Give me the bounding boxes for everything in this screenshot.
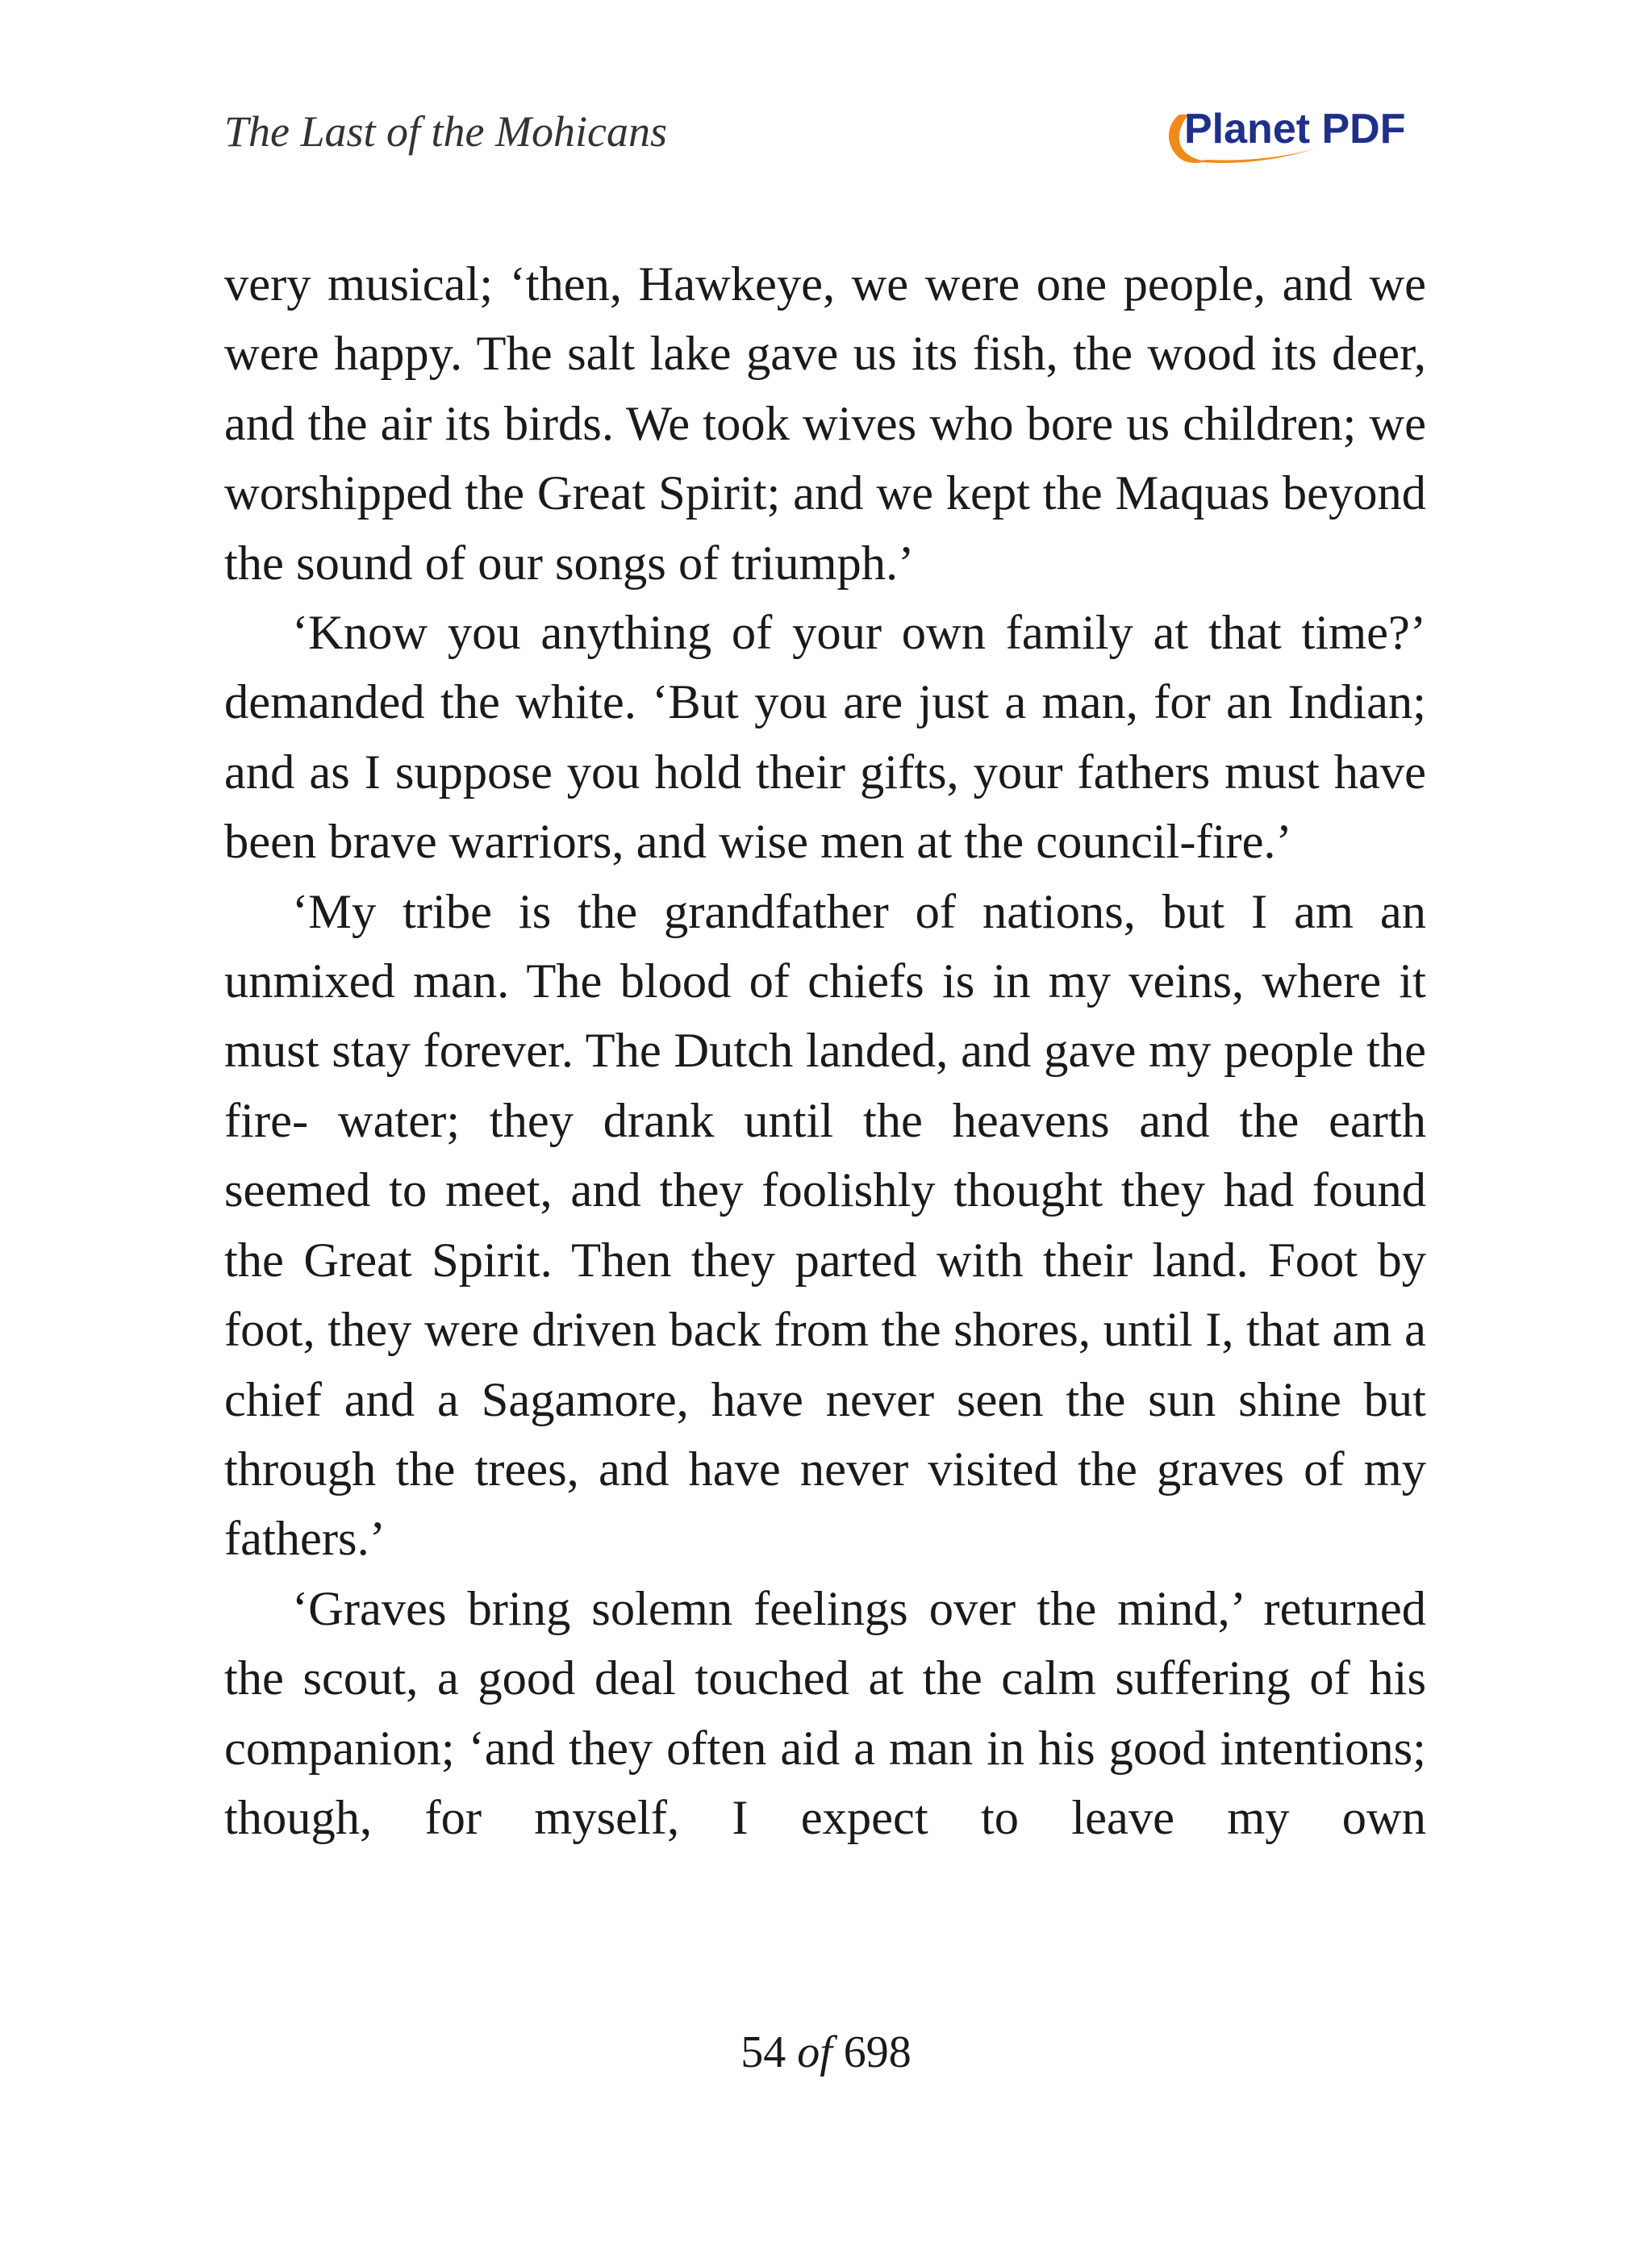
page-of-label: of	[797, 2027, 832, 2077]
page-footer	[0, 2027, 1652, 2078]
logo-text: Planet PDF	[1184, 106, 1406, 152]
paragraph-2: ‘Know you anything of your own family at that time?’ demanded the white. ‘But you are just a man, for an Indian; and as I suppose you hold their gifts, your fathers must have been brave warriors, and wise men at the council-fire.’	[224, 606, 1426, 870]
current-page-number: 54	[740, 2027, 786, 2077]
paragraph-4: ‘Graves bring solemn feelings over the mind,’ returned the scout, a good deal touched at the calm suffering of his companion; ‘and they often aid a man in his good intentions; though, for myself, I expect to leave my own	[224, 1581, 1426, 1845]
page-header	[224, 103, 1426, 168]
total-page-count: 698	[843, 2027, 912, 2077]
book-title: The Last of the Mohicans	[224, 107, 667, 156]
paragraph-1: very musical; ‘then, Hawkeye, we were one people, and we were happy. The salt lake gave us its fish, the wood its deer, and the air its birds. We took wives who bore us children; we worshipped the Great Spirit; and we kept the Maquas beyond the sound of our songs of triumph.’	[224, 257, 1426, 591]
paragraph-3: ‘My tribe is the grandfather of nations, but I am an unmixed man. The blood of chiefs is in my veins, where it must stay forever. The Dutch landed, and gave my people the fire- water; they drank until the heavens and the earth seemed to meet, and they foolishly thought they had found the Great Spirit. Then they parted with their land. Foot by foot, they were driven back from the shores, until I, that am a chief and a Sagamore, have never seen the sun shine but through the trees, and have never visited the graves of my fathers.’	[224, 884, 1426, 1567]
body-text	[224, 250, 1426, 1853]
planet-pdf-logo	[1162, 103, 1404, 168]
